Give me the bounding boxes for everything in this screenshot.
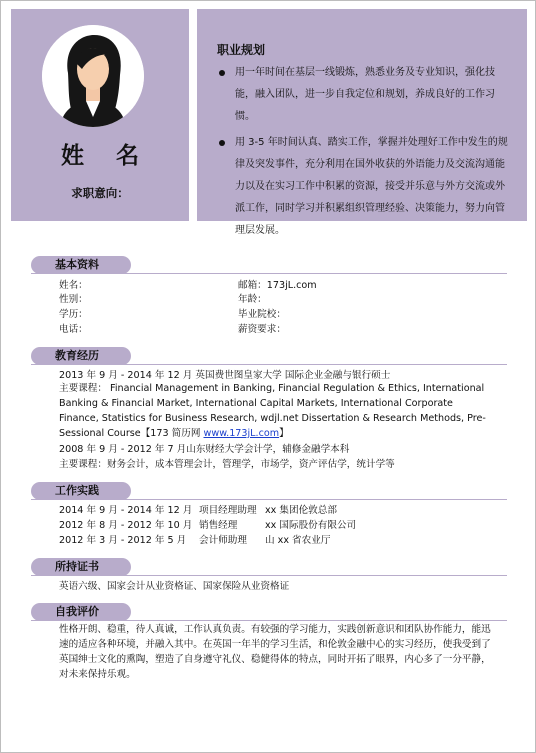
work-role: 销售经理 [199, 520, 238, 531]
section-divider [31, 364, 507, 365]
section-divider [31, 575, 507, 576]
career-plan-panel [197, 9, 527, 236]
bullet-dot-icon [219, 140, 225, 146]
basic-school-label: 毕业院校： [238, 309, 286, 320]
education-entry-2: 2008 年 9 月 - 2012 年 7 月山东财经大学会计学，辅修金融学本科 [59, 444, 350, 455]
basic-salary-label: 薪资要求： [238, 324, 286, 335]
certs-text: 英语六级、国家会计从业资格证、国家保险从业资格证 [59, 581, 290, 592]
basic-education-label: 学历： [59, 309, 88, 320]
course-link[interactable]: www.173jL.com [203, 428, 280, 439]
basic-gender-label: 性别： [59, 294, 88, 305]
career-plan-item [213, 62, 513, 128]
work-role: 项目经理助理 [199, 505, 257, 516]
basic-phone-label: 电话： [59, 324, 88, 335]
section-divider [31, 499, 507, 500]
section-divider [31, 620, 507, 621]
courses-label: 主要课程： [59, 383, 107, 394]
career-plan-list [213, 62, 513, 242]
basic-email-label: 邮箱：173jL.com [238, 280, 317, 291]
career-plan-item [213, 132, 513, 242]
career-plan-title: 职业规划 [217, 43, 266, 57]
section-work-title: 工作实践 [31, 482, 131, 500]
female-avatar-icon [42, 25, 144, 127]
section-certs-title: 所持证书 [31, 558, 131, 576]
candidate-name: 姓 名 [60, 143, 151, 169]
job-intent-label: 求职意向： [71, 186, 129, 200]
work-period: 2012 年 8 月 - 2012 年 10 月 [59, 520, 193, 531]
bullet-dot-icon [219, 70, 225, 76]
basic-name-label: 姓名： [59, 280, 88, 291]
basic-age-label: 年龄： [238, 294, 267, 305]
work-org: xx 国际股份有限公司 [265, 520, 357, 531]
courses-text: Financial Management in Banking, Financial Regulation & Ethics, International Banking & Financial Market, International Capital Markets, International Corporate Finance, Statistics for Business Research, wdjl.net Dissertation & Research Methods, Pre-Sessional Course【173 简历网 [59, 383, 486, 439]
career-plan-item-text: 用一年时间在基层一线锻炼，熟悉业务及专业知识，强化技能，融入团队，进一步自我定位和规划，养成良好的工作习惯。 [235, 67, 495, 122]
education-entry-1: 2013 年 9 月 - 2014 年 12 月 英国费世图皇家大学 国际企业金融与银行硕士 [59, 370, 391, 381]
career-plan-item-text: 用 3-5 年时间认真、踏实工作，掌握并处理好工作中发生的规律及突发事件，充分利用在国外收获的外语能力及交流沟通能力以及在实习工作中积累的资源，接受并乐意与外方交流或外派工作，同时学习并积累组织管理经验、决策能力，努力向管理层发展。 [235, 137, 508, 236]
section-self-title: 自我评价 [31, 603, 131, 621]
courses-end: 】 [279, 428, 289, 439]
profile-panel [11, 9, 189, 221]
self-evaluation-text: 性格开朗、稳重，待人真诚，工作认真负责。有较强的学习能力，实践创新意识和团队协作能力，能迅速的适应各种环境，并融入其中。在英国一年半的学习生活，和伦敦金融中心的实习经历，使我受到了英国绅士文化的熏陶，塑造了自身遵守礼仪、稳健得体的特点，同时开拓了眼界，内心多了一分平静，对未来保持乐观。 [59, 624, 491, 680]
work-period: 2012 年 3 月 - 2012 年 5 月 [59, 535, 187, 546]
education-courses-1 [59, 381, 489, 441]
section-divider [31, 273, 507, 274]
work-period: 2014 年 9 月 - 2014 年 12 月 [59, 505, 193, 516]
section-education-title: 教育经历 [31, 347, 131, 365]
work-org: xx 集团伦敦总部 [265, 505, 337, 516]
work-org: 山 xx 省农业厅 [265, 535, 331, 546]
work-role: 会计师助理 [199, 535, 247, 546]
section-basic-title: 基本资料 [31, 256, 131, 274]
education-courses-2: 主要课程：财务会计，成本管理会计，管理学，市场学，资产评估学，统计学等 [59, 459, 395, 470]
